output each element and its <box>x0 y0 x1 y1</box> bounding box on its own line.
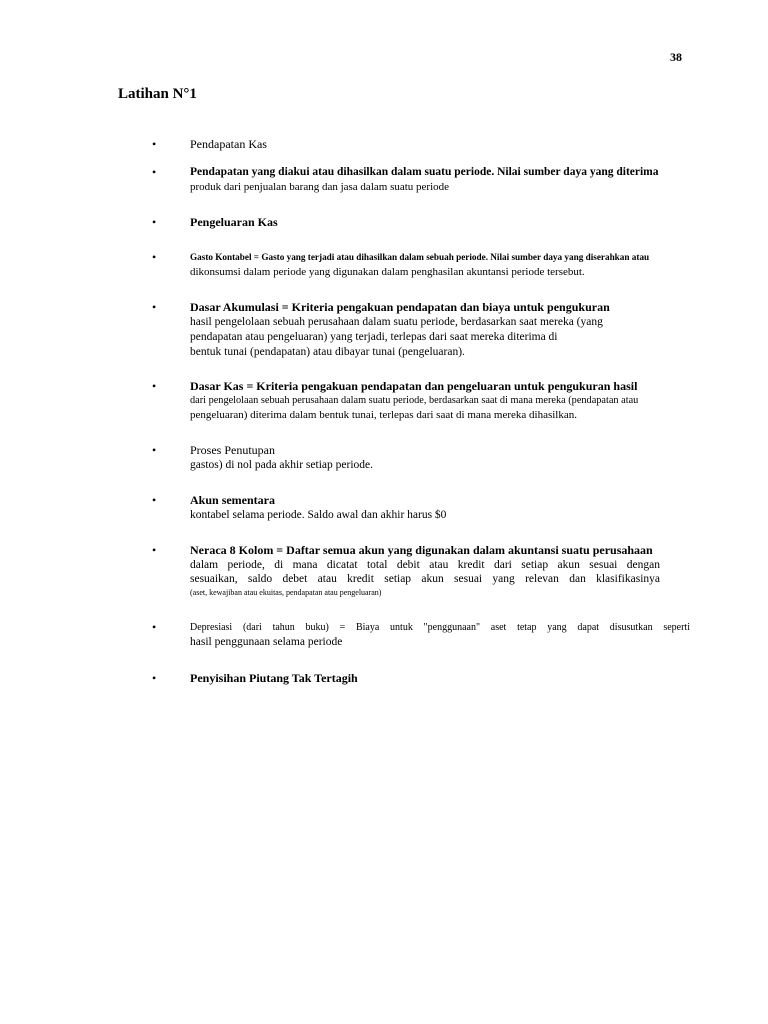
item-line: hasil pengelolaan sebuah perusahaan dalam suatu periode, berdasarkan saat mereka (yang <box>190 316 603 328</box>
item-line: dari pengelolaan sebuah perusahaan dalam suatu periode, berdasarkan saat di mana mereka (pendapatan atau <box>190 395 639 406</box>
item-line: Dasar Kas = Kriteria pengakuan pendapatan dan pengeluaran untuk pengukuran hasil <box>190 379 638 393</box>
item-line: Akun sementara <box>190 493 276 507</box>
bullet: • <box>152 379 157 393</box>
item-line: kontabel selama periode. Saldo awal dan akhir harus $0 <box>190 509 447 521</box>
item-line: Penyisihan Piutang Tak Tertagih <box>190 671 358 685</box>
page-title: Latihan N°1 <box>118 86 197 102</box>
item-line: Dasar Akumulasi = Kriteria pengakuan pendapatan dan biaya untuk pengukuran <box>190 300 610 314</box>
item-line: Proses Penutupan <box>190 443 275 457</box>
item-line: bentuk tunai (pendapatan) atau dibayar tunai (pengeluaran). <box>190 346 465 358</box>
item-line: hasil penggunaan selama periode <box>190 636 343 648</box>
bullet: • <box>152 250 157 264</box>
item-line: pengeluaran) diterima dalam bentuk tunai, terlepas dari saat di mana mereka dihasilkan. <box>190 409 577 421</box>
item-line: produk dari penjualan barang dan jasa dalam suatu periode <box>190 181 450 193</box>
item-line: pendapatan atau pengeluaran) yang terjadi, terlepas dari saat mereka diterima di <box>190 331 558 343</box>
item-line: Neraca 8 Kolom = Daftar semua akun yang digunakan dalam akuntansi suatu perusahaan <box>190 543 653 557</box>
bullet: • <box>152 137 157 151</box>
item-line: dalam periode, di mana dicatat total debit atau kredit dari setiap akun sesuai dengan <box>190 559 660 571</box>
bullet: • <box>152 165 157 179</box>
bullet: • <box>152 443 157 457</box>
item-line: Pendapatan yang diakui atau dihasilkan dalam suatu periode. Nilai sumber daya yang diterima <box>190 166 659 178</box>
item-line: Pendapatan Kas <box>190 137 267 151</box>
item-line: gastos) di nol pada akhir setiap periode. <box>190 459 373 471</box>
bullet: • <box>152 493 157 507</box>
bullet: • <box>152 620 157 634</box>
item-line: Gasto Kontabel = Gasto yang terjadi atau dihasilkan dalam sebuah periode. Nilai sumber daya yang diserahkan atau <box>190 252 650 262</box>
bullet: • <box>152 543 157 557</box>
bullet: • <box>152 300 157 314</box>
item-line: dikonsumsi dalam periode yang digunakan dalam penghasilan akuntansi periode tersebut. <box>190 266 585 278</box>
bullet: • <box>152 215 157 229</box>
bullet: • <box>152 671 157 685</box>
item-line: Pengeluaran Kas <box>190 215 278 229</box>
item-line: (aset, kewajiban atau ekuitas, pendapatan atau pengeluaran) <box>190 588 382 597</box>
item-line: sesuaikan, saldo debet atau kredit setiap akun sesuai yang relevan dan klasifikasinya <box>190 573 660 585</box>
item-line: Depresiasi (dari tahun buku) = Biaya untuk "penggunaan" aset tetap yang dapat disusutkan seperti <box>190 622 690 633</box>
page-number: 38 <box>670 50 682 64</box>
